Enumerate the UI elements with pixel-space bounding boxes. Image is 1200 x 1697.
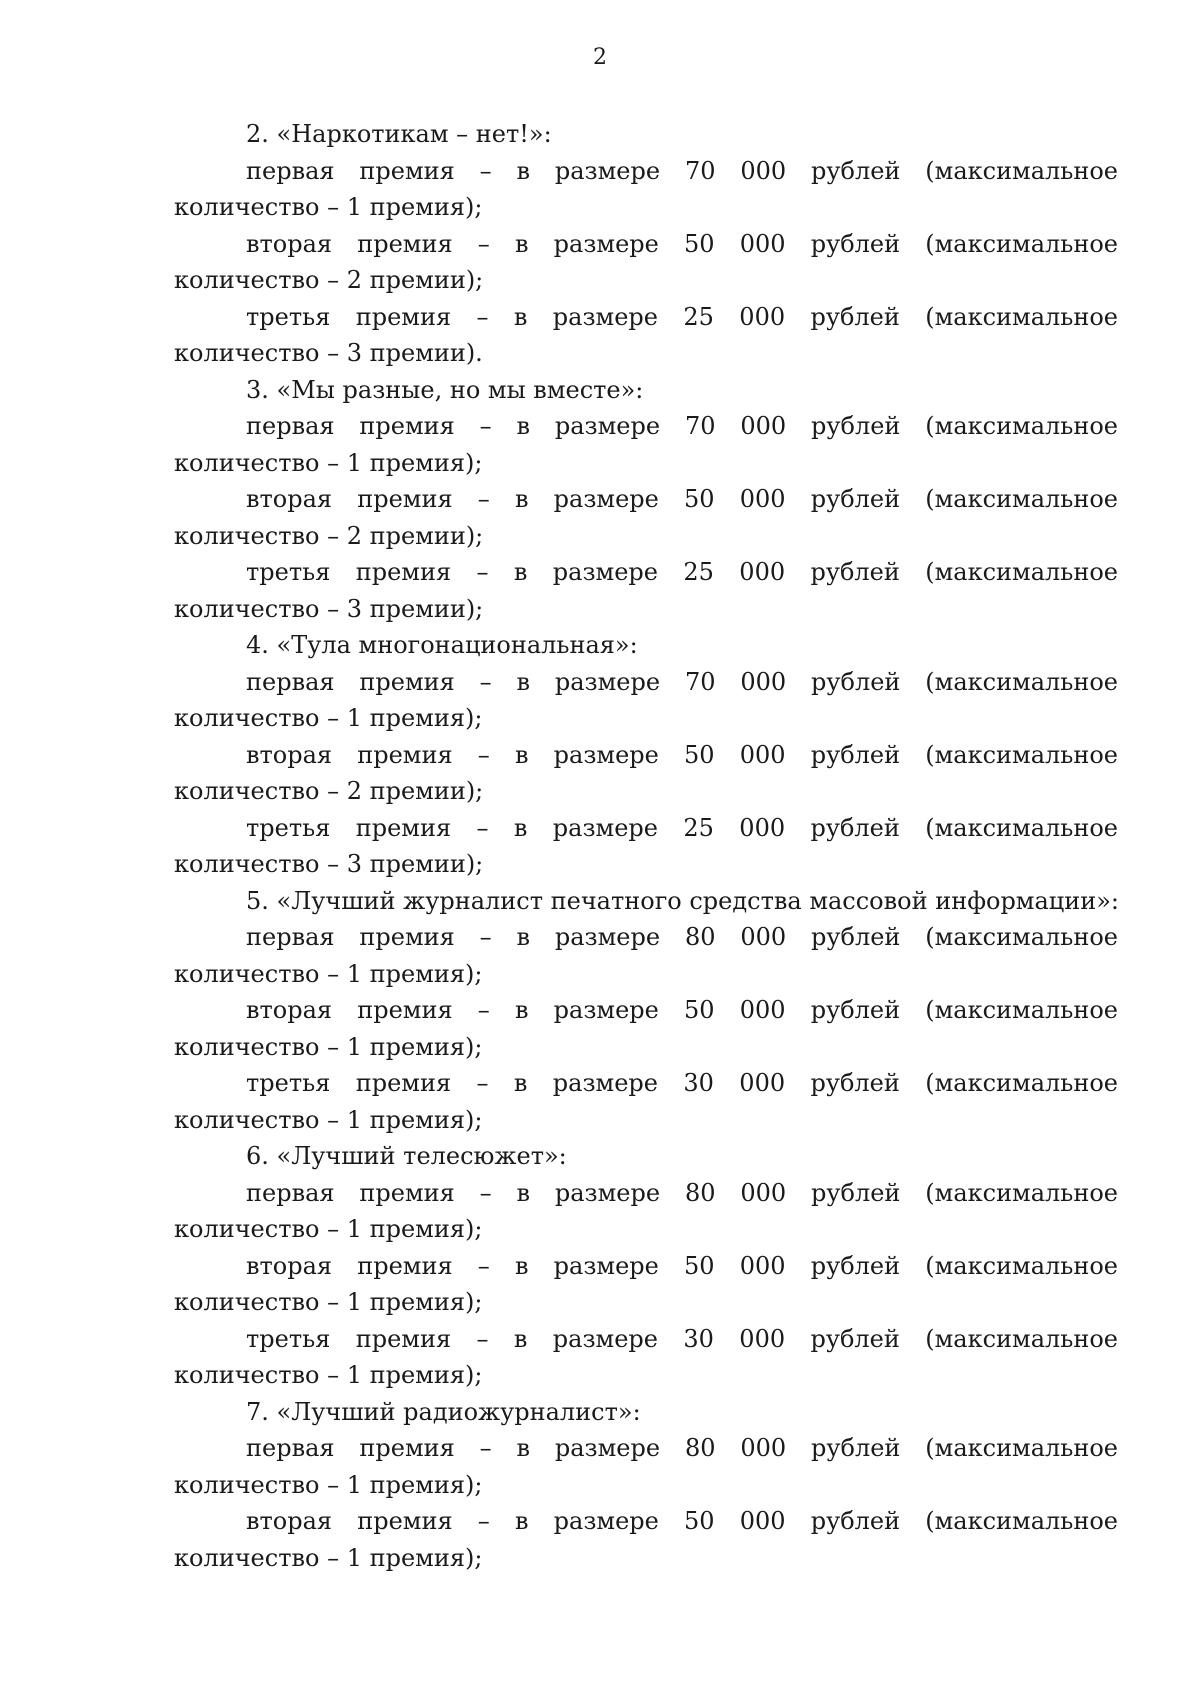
section-heading-3: 3. «Мы разные, но мы вместе»: [246,375,644,404]
prize-paragraph: вторая премия – в размере 50 000 рублей (максимальное количество – 1 премия); [174,1507,1118,1572]
prize-paragraph: первая премия – в размере 70 000 рублей (максимальное количество – 1 премия); [174,667,1118,732]
section-heading-2: 2. «Наркотикам – нет!»: [246,120,552,148]
section-heading-7: 7. «Лучший радиожурналист»: [246,1397,641,1426]
section-heading-4: 4. «Тула многонациональная»: [246,631,638,659]
prize-paragraph: первая премия – в размере 70 000 рублей (максимальное количество – 1 премия); [174,156,1118,221]
section-heading-6: 6. «Лучший телесюжет»: [246,1142,567,1170]
prize-paragraph: третья премия – в размере 30 000 рублей (максимальное количество – 1 премия); [174,1324,1118,1389]
prize-paragraph: вторая премия – в размере 50 000 рублей (максимальное количество – 1 премия); [174,1251,1118,1316]
prize-paragraph: вторая премия – в размере 50 000 рублей (максимальное количество – 2 премии); [174,740,1118,805]
prize-paragraph: первая премия – в размере 70 000 рублей (максимальное количество – 1 премия); [174,412,1118,477]
prize-paragraph: третья премия – в размере 30 000 рублей (максимальное количество – 1 премия); [174,1069,1118,1134]
prize-paragraph: первая премия – в размере 80 000 рублей (максимальное количество – 1 премия); [174,1434,1118,1499]
prize-paragraph: вторая премия – в размере 50 000 рублей (максимальное количество – 2 премии); [174,485,1118,550]
prize-paragraph: третья премия – в размере 25 000 рублей (максимальное количество – 3 премии). [174,302,1118,367]
document-body [174,116,1118,1576]
prize-paragraph: третья премия – в размере 25 000 рублей (максимальное количество – 3 премии); [174,813,1118,878]
prize-paragraph: первая премия – в размере 80 000 рублей (максимальное количество – 1 премия); [174,923,1118,988]
prize-paragraph: третья премия – в размере 25 000 рублей (максимальное количество – 3 премии); [174,558,1118,623]
page-number: 2 [593,45,607,70]
prize-paragraph: вторая премия – в размере 50 000 рублей (максимальное количество – 1 премия); [174,996,1118,1061]
prize-paragraph: первая премия – в размере 80 000 рублей (максимальное количество – 1 премия); [174,1178,1118,1243]
section-heading-5: 5. «Лучший журналист печатного средства массовой информации»: [246,886,1119,915]
prize-paragraph: вторая премия – в размере 50 000 рублей (максимальное количество – 2 премии); [174,229,1118,294]
